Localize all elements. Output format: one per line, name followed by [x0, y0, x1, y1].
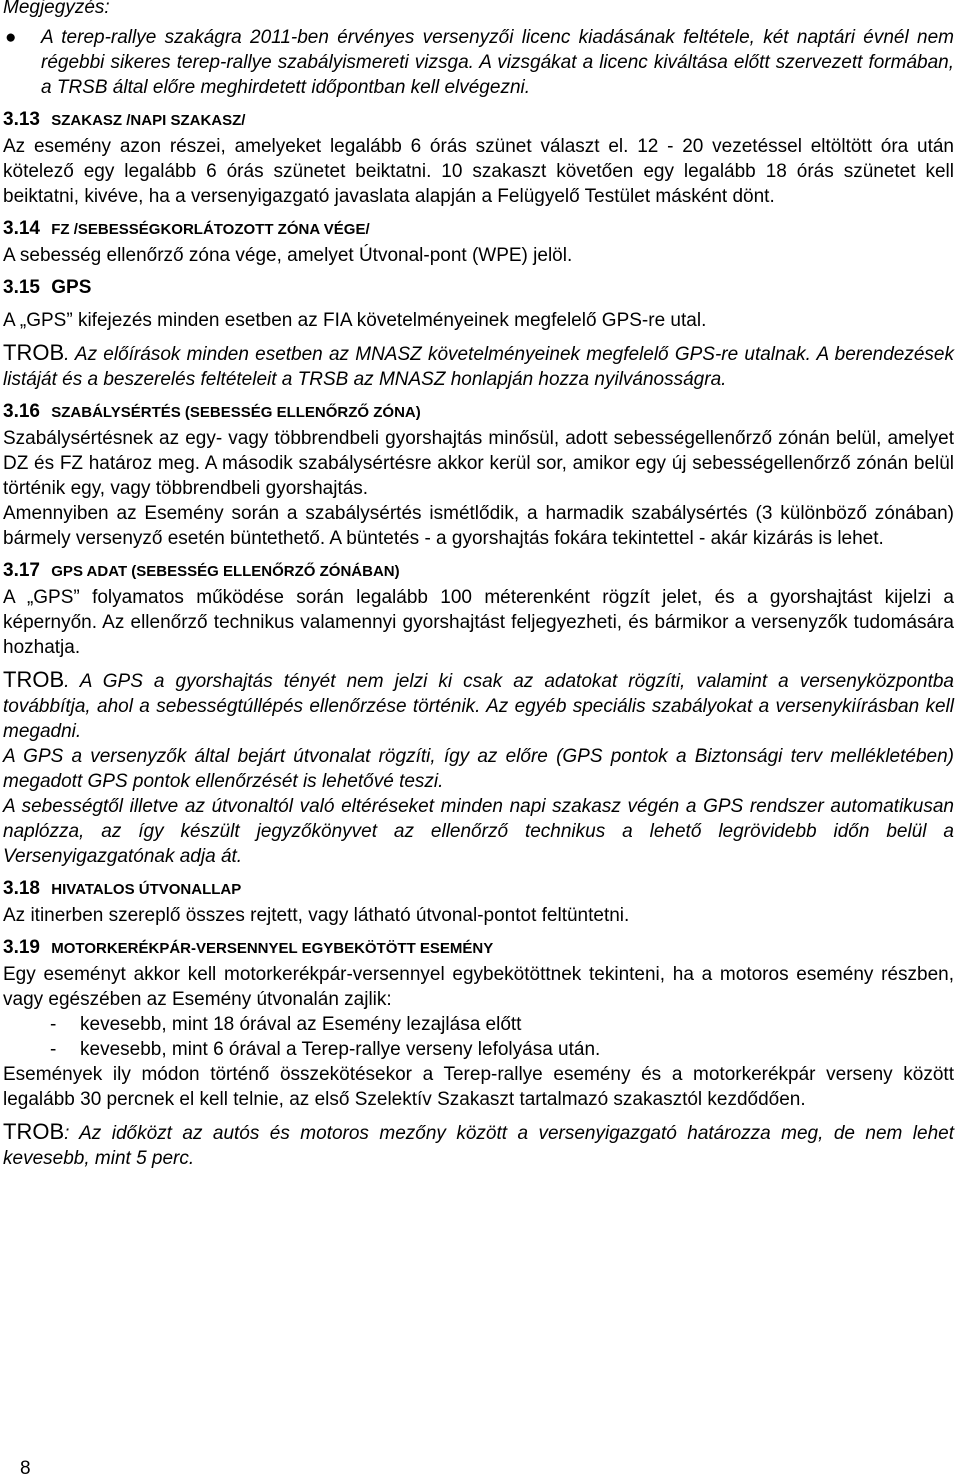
section-3-15-heading: 3.15 GPS [3, 277, 92, 298]
page-number: 8 [20, 1458, 31, 1479]
section-3-19-heading: 3.19 MOTORKERÉKPÁR-VERSENNYEL EGYBEKÖTÖTT ESEMÉNY [3, 937, 494, 958]
list-item: - kevesebb, mint 6 órával a Terep-rallye verseny lefolyása után. [50, 1039, 601, 1060]
note-bullet-text: A terep-rallye szakágra 2011-ben érvényes versenyzői licenc kiadásának feltétele, két naptári évnél nem régebbi sikeres terep-rallye szabályismereti vizsga. A vizsgákat a licenc kiváltása előtt szervezett formában, a TRSB által előre meghirdetett időpontban kell elvégezni. [41, 27, 954, 98]
section-3-17-heading: 3.17 GPS ADAT (SEBESSÉG ELLENŐRZŐ ZÓNÁBAN) [3, 560, 400, 581]
section-3-18-heading: 3.18 HIVATALOS ÚTVONALLAP [3, 878, 242, 899]
list-item: - kevesebb, mint 18 órával az Esemény lezajlása előtt [50, 1014, 522, 1035]
document-page [3, 0, 954, 1171]
dash-icon: - [50, 1014, 57, 1035]
section-3-17-text: A „GPS” folyamatos működése során legalább 100 méterenként rögzít jelet, és a gyorshajtást kijelzi a képernyőn. Az ellenőrző technikus valamennyi gyorshajtást feljegyezheti, és bármikor a versenyzők tudomására hozhatja. [3, 587, 954, 658]
section-3-14-heading: 3.14 FZ /SEBESSÉGKORLÁTOZOTT ZÓNA VÉGE/ [3, 218, 370, 239]
note-bullet [3, 25, 954, 100]
trob-label: TROB [3, 1119, 65, 1144]
section-3-18-text: Az itinerben szereplő összes rejtett, vagy látható útvonal-pontot feltüntetni. [3, 905, 630, 926]
section-3-13-heading: 3.13 SZAKASZ /NAPI SZAKASZ/ [3, 109, 246, 130]
section-3-16-heading: 3.16 SZABÁLYSÉRTÉS (SEBESSÉG ELLENŐRZŐ ZÓNA) [3, 401, 421, 422]
section-3-17-italic-3: A sebességtől illetve az útvonaltól való eltéréseket minden napi szakasz végén a GPS rendszer automatikusan naplózza, az így készült jegyzőkönyvet az ellenőrző technikus a lehető legrövidebb időn belül a Versenyigazgatónak adja át. [3, 796, 954, 867]
section-3-17-trob: TROB. A GPS a gyorshajtás tényét nem jelzi ki csak az adatokat rögzíti, valamint a versenyközpontba továbbítja, ahol a sebességtúllépés ellenőrzése történik. Az egyéb speciális szabályokat a versenykiírásban kell megadni. [3, 667, 954, 742]
bullet-dot-icon: ● [5, 27, 17, 48]
section-3-15-trob: TROB. Az előírások minden esetben az MNASZ követelményeinek megfelelő GPS-re utalnak. A berendezések listáját és a beszerelés feltételeit a TRSB az MNASZ honlapján hozza nyilvánosságra. [3, 340, 954, 390]
section-3-13-text: Az esemény azon részei, amelyeket legalább 6 órás szünet választ el. 12 - 20 vezetéssel eltöltött óra után kötelező egy legalább 6 órás szünetet beiktatni. 10 szakaszt követően egy legalább 18 órás szünetet kell beiktatni, kivéve, ha a versenyigazgató javaslata alapján a Felügyelő Testület másként dönt. [3, 136, 954, 207]
section-3-16-text-2: Amennyiben az Esemény során a szabálysértés ismétlődik, a harmadik szabálysértés (3 különböző zónában) bármely versenyző esetén büntethető. A büntetés - a gyorshajtás fokára tekintettel - akár kizárás is lehet. [3, 503, 954, 549]
note-title: Megjegyzés: [3, 0, 110, 18]
section-3-17-italic-2: A GPS a versenyzők által bejárt útvonalat rögzíti, így az előre (GPS pontok a Biztonsági terv mellékletében) megadott GPS pontok ellenőrzését is lehetővé teszi. [3, 746, 954, 792]
section-3-15-text: A „GPS” kifejezés minden esetben az FIA követelményeinek megfelelő GPS-re utal. [3, 310, 707, 331]
section-3-19-text: Egy eseményt akkor kell motorkerékpár-versennyel egybekötöttnek tekinteni, ha a motoros esemény részben, vagy egészében az Esemény útvonalán zajlik: [3, 964, 954, 1010]
section-3-19-trob: TROB: Az időközt az autós és motoros mezőny között a versenyigazgató határozza meg, de nem lehet kevesebb, mint 5 perc. [3, 1119, 954, 1169]
dash-icon: - [50, 1039, 57, 1060]
trob-label: TROB [3, 340, 65, 365]
section-3-19-text-2: Események ily módon történő összekötésekor a Terep-rallye esemény és a motorkerékpár verseny között legalább 30 percnek el kell telnie, az első Szelektív Szakaszt tartalmazó szakasztól kezdődően. [3, 1064, 954, 1110]
section-3-14-text: A sebesség ellenőrző zóna vége, amelyet Útvonal-pont (WPE) jelöl. [3, 245, 573, 266]
section-3-16-text-1: Szabálysértésnek az egy- vagy többrendbeli gyorshajtás minősül, adott sebességellenőrző zónán belül, amelyet DZ és FZ határoz meg. A második szabálysértésre akkor kerül sor, amikor egy új sebességellenőrző zónán belül történik egy, vagy többrendbeli gyorshajtás. [3, 428, 954, 499]
trob-label: TROB [3, 667, 65, 692]
